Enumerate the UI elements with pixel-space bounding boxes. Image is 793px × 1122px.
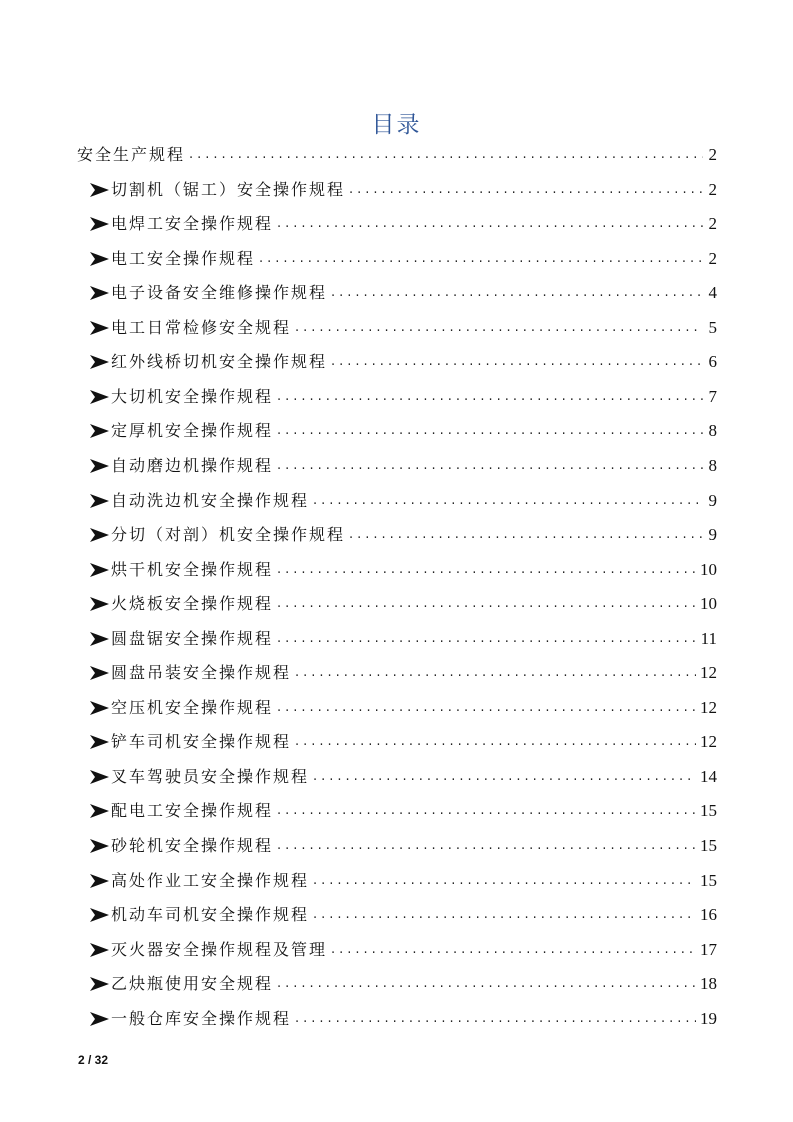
- toc-entry[interactable]: [90, 898, 717, 932]
- arrowhead-icon: [90, 424, 111, 438]
- toc-dot-leader: [331, 283, 703, 303]
- toc-entry-label: 一般仓库安全操作规程: [111, 1008, 292, 1028]
- toc-entry-page-number: 15: [700, 836, 717, 855]
- toc-entry-label: 自动磨边机操作规程: [111, 455, 274, 475]
- arrowhead-icon: [90, 977, 111, 991]
- arrowhead-icon: [90, 183, 111, 197]
- toc-title: 目录: [371, 112, 422, 138]
- toc-entry-label: 配电工安全操作规程: [111, 801, 274, 821]
- toc-entry-page-number: 2: [708, 248, 717, 268]
- arrowhead-icon: [90, 943, 111, 957]
- toc-entry-label: 红外线桥切机安全操作规程: [111, 352, 328, 372]
- toc-entry-page-number: 8: [708, 421, 717, 441]
- toc-entry-page-number: 19: [700, 1008, 717, 1028]
- toc-entry-page-number: 15: [700, 870, 717, 890]
- toc-entry-page-number: 2: [708, 179, 717, 199]
- toc-dot-leader: [295, 732, 696, 752]
- arrowhead-icon: [90, 597, 111, 611]
- toc-entry[interactable]: [90, 518, 717, 552]
- toc-entry[interactable]: [90, 449, 717, 483]
- toc-dot-leader: [277, 560, 696, 580]
- toc-entry-page-number: 6: [708, 352, 717, 372]
- toc-entry[interactable]: [90, 760, 717, 794]
- toc-entry-page-number: 12: [700, 697, 717, 717]
- toc-entry-page-number: 11: [700, 628, 717, 648]
- toc-dot-leader: [313, 871, 696, 891]
- arrowhead-icon: [90, 252, 111, 266]
- toc-entry-page-number: 9: [708, 490, 717, 510]
- toc-entry-page-number: 10: [700, 594, 717, 614]
- page-indicator: 2 / 32: [78, 1053, 109, 1067]
- toc-dot-leader: [277, 387, 703, 407]
- toc-entry-page-number: 16: [700, 905, 717, 925]
- toc-entry-label: 圆盘吊装安全操作规程: [111, 663, 292, 683]
- arrowhead-icon: [90, 528, 111, 542]
- toc-dot-leader: [259, 249, 703, 269]
- toc-entry-page-number: 18: [700, 974, 717, 994]
- toc-entry-page-number: 2: [708, 145, 717, 164]
- arrowhead-icon: [90, 355, 111, 369]
- toc-dot-leader: [295, 1009, 696, 1029]
- toc-entry-label: 灭火器安全操作规程及管理: [111, 939, 328, 959]
- toc-entry-label: 定厚机安全操作规程: [111, 421, 274, 441]
- toc-entry[interactable]: [90, 484, 717, 518]
- toc-entry-page-number: 10: [700, 559, 717, 579]
- toc-entry-page-number: 12: [700, 732, 717, 752]
- toc-entry-page-number: 9: [708, 525, 717, 545]
- toc-entry[interactable]: [90, 345, 717, 379]
- arrowhead-icon: [90, 459, 111, 473]
- toc-entry-label: 叉车驾驶员安全操作规程: [111, 766, 310, 786]
- toc-entry[interactable]: [90, 967, 717, 1001]
- toc-entry-label: 电子设备安全维修操作规程: [111, 283, 328, 303]
- toc-entry-page-number: 8: [708, 455, 717, 475]
- toc-entry[interactable]: [77, 138, 717, 172]
- arrowhead-icon: [90, 286, 111, 300]
- toc-entry-label: 大切机安全操作规程: [111, 386, 274, 406]
- arrowhead-icon: [90, 390, 111, 404]
- arrowhead-icon: [90, 839, 111, 853]
- arrowhead-icon: [90, 632, 111, 646]
- arrowhead-icon: [90, 217, 111, 231]
- toc-dot-leader: [189, 145, 703, 165]
- toc-entry-label: 切割机（锯工）安全操作规程: [111, 179, 346, 199]
- toc-entry-label: 乙炔瓶使用安全规程: [111, 974, 274, 994]
- toc-entry-label: 电工安全操作规程: [111, 248, 256, 268]
- toc-dot-leader: [277, 698, 696, 718]
- arrowhead-icon: [90, 494, 111, 508]
- toc-dot-leader: [331, 352, 703, 372]
- toc-entry-label: 铲车司机安全操作规程: [111, 732, 292, 752]
- toc-entry-label: 高处作业工安全操作规程: [111, 870, 310, 890]
- toc-entry[interactable]: [90, 622, 717, 656]
- arrowhead-icon: [90, 770, 111, 784]
- toc-dot-leader: [313, 905, 696, 925]
- toc-entry-label: 火烧板安全操作规程: [111, 594, 274, 614]
- arrowhead-icon: [90, 1012, 111, 1026]
- toc-entry[interactable]: [90, 414, 717, 448]
- arrowhead-icon: [90, 735, 111, 749]
- toc-entry-page-number: 4: [708, 283, 717, 303]
- toc-dot-leader: [331, 940, 696, 960]
- arrowhead-icon: [90, 321, 111, 335]
- toc-entry-label: 圆盘锯安全操作规程: [111, 628, 274, 648]
- toc-entry[interactable]: [90, 207, 717, 241]
- toc-entry-label: 电焊工安全操作规程: [111, 214, 274, 234]
- toc-entry-page-number: 5: [708, 317, 717, 337]
- toc-dot-leader: [277, 421, 703, 441]
- toc-entry[interactable]: [90, 691, 717, 725]
- toc-entry[interactable]: [90, 276, 717, 310]
- toc-entry-label: 机动车司机安全操作规程: [111, 905, 310, 925]
- toc-entry[interactable]: [90, 242, 717, 276]
- toc-entry-label: 电工日常检修安全规程: [111, 317, 292, 337]
- toc-dot-leader: [295, 663, 696, 683]
- toc-dot-leader: [277, 594, 696, 614]
- toc-entry-page-number: 2: [708, 214, 717, 234]
- toc-entry[interactable]: [90, 656, 717, 690]
- toc-entry-label: 安全生产规程: [77, 145, 186, 164]
- toc-entry-label: 烘干机安全操作规程: [111, 559, 274, 579]
- toc-entry-label: 砂轮机安全操作规程: [111, 836, 274, 855]
- toc-dot-leader: [349, 525, 703, 545]
- arrowhead-icon: [90, 804, 111, 818]
- toc-dot-leader: [277, 801, 696, 821]
- toc-entry-page-number: 14: [700, 766, 717, 786]
- toc-entry[interactable]: [90, 933, 717, 967]
- toc-entry[interactable]: [90, 587, 717, 621]
- arrowhead-icon: [90, 563, 111, 577]
- toc-dot-leader: [277, 974, 696, 994]
- toc-entry-label: 空压机安全操作规程: [111, 697, 274, 717]
- toc-dot-leader: [349, 180, 703, 200]
- toc-dot-leader: [313, 491, 703, 511]
- toc-dot-leader: [277, 629, 697, 649]
- toc-dot-leader: [277, 214, 703, 234]
- toc-entry-page-number: 17: [700, 939, 717, 959]
- toc-dot-leader: [277, 836, 696, 856]
- arrowhead-icon: [90, 874, 111, 888]
- toc-entry[interactable]: [90, 1002, 717, 1036]
- toc-entry-page-number: 7: [708, 386, 717, 406]
- toc-dot-leader: [295, 318, 703, 338]
- toc-entry-page-number: 15: [700, 801, 717, 821]
- arrowhead-icon: [90, 908, 111, 922]
- toc-dot-leader: [313, 767, 696, 787]
- toc-entry[interactable]: [90, 173, 717, 207]
- toc-entry-label: 分切（对剖）机安全操作规程: [111, 525, 346, 545]
- toc-dot-leader: [277, 456, 703, 476]
- arrowhead-icon: [90, 666, 111, 680]
- arrowhead-icon: [90, 701, 111, 715]
- toc-entry[interactable]: [90, 380, 717, 414]
- toc-entry[interactable]: [90, 829, 717, 863]
- toc-entry-page-number: 12: [700, 663, 717, 683]
- toc-entry-label: 自动洗边机安全操作规程: [111, 490, 310, 510]
- toc-entry[interactable]: [90, 553, 717, 587]
- toc-entry[interactable]: [90, 864, 717, 898]
- toc-entry[interactable]: [90, 725, 717, 759]
- toc-entry[interactable]: [90, 794, 717, 828]
- toc-entry[interactable]: [90, 311, 717, 345]
